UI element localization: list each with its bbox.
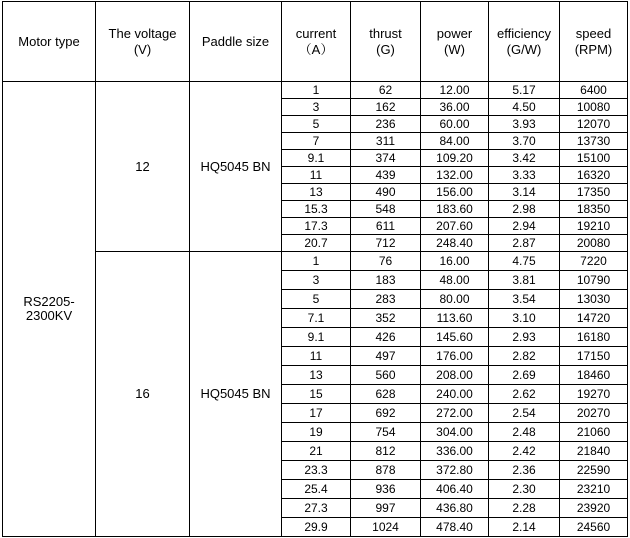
thrust-cell: 183 — [351, 271, 421, 290]
efficiency-cell: 2.87 — [489, 235, 560, 252]
table-header — [3, 2, 628, 82]
table-body — [3, 82, 628, 537]
thrust-cell: 439 — [351, 167, 421, 184]
current-cell: 20.7 — [282, 235, 351, 252]
thrust-cell: 692 — [351, 404, 421, 423]
thrust-cell: 76 — [351, 252, 421, 271]
current-cell: 3 — [282, 271, 351, 290]
current-cell: 15.3 — [282, 201, 351, 218]
thrust-cell: 283 — [351, 290, 421, 309]
thrust-cell: 548 — [351, 201, 421, 218]
power-cell: 183.60 — [421, 201, 489, 218]
table-row — [3, 82, 628, 99]
power-cell: 156.00 — [421, 184, 489, 201]
speed-cell: 17350 — [560, 184, 628, 201]
header-speed: speed (RPM) — [560, 2, 628, 82]
efficiency-cell: 2.28 — [489, 499, 560, 518]
power-cell: 113.60 — [421, 309, 489, 328]
thrust-cell: 426 — [351, 328, 421, 347]
thrust-cell: 497 — [351, 347, 421, 366]
speed-cell: 14720 — [560, 309, 628, 328]
thrust-cell: 311 — [351, 133, 421, 150]
thrust-cell: 812 — [351, 442, 421, 461]
header-paddle-size: Paddle size — [190, 2, 282, 82]
header-thrust: thrust (G) — [351, 2, 421, 82]
power-cell: 478.40 — [421, 518, 489, 537]
speed-cell: 10790 — [560, 271, 628, 290]
current-cell: 9.1 — [282, 328, 351, 347]
speed-cell: 13730 — [560, 133, 628, 150]
speed-cell: 20080 — [560, 235, 628, 252]
speed-cell: 7220 — [560, 252, 628, 271]
motor-type-line: RS2205- — [23, 294, 75, 309]
efficiency-cell: 3.10 — [489, 309, 560, 328]
power-cell: 48.00 — [421, 271, 489, 290]
efficiency-cell: 2.54 — [489, 404, 560, 423]
efficiency-cell: 3.70 — [489, 133, 560, 150]
speed-cell: 16320 — [560, 167, 628, 184]
voltage-cell: 16 — [96, 252, 190, 537]
thrust-cell: 997 — [351, 499, 421, 518]
header-power: power (W) — [421, 2, 489, 82]
current-cell: 1 — [282, 82, 351, 99]
paddle-size-cell: HQ5045 BN — [190, 252, 282, 537]
current-cell: 15 — [282, 385, 351, 404]
power-cell: 208.00 — [421, 366, 489, 385]
speed-cell: 21840 — [560, 442, 628, 461]
power-cell: 132.00 — [421, 167, 489, 184]
power-cell: 436.80 — [421, 499, 489, 518]
power-cell: 248.40 — [421, 235, 489, 252]
efficiency-cell: 3.33 — [489, 167, 560, 184]
current-cell: 17 — [282, 404, 351, 423]
efficiency-cell: 2.48 — [489, 423, 560, 442]
efficiency-cell: 2.36 — [489, 461, 560, 480]
current-cell: 3 — [282, 99, 351, 116]
table-row — [3, 252, 628, 271]
efficiency-cell: 4.75 — [489, 252, 560, 271]
power-cell: 207.60 — [421, 218, 489, 235]
thrust-cell: 712 — [351, 235, 421, 252]
speed-cell: 6400 — [560, 82, 628, 99]
motor-type-line: 2300KV — [25, 308, 73, 323]
thrust-cell: 490 — [351, 184, 421, 201]
speed-cell: 17150 — [560, 347, 628, 366]
current-cell: 5 — [282, 290, 351, 309]
thrust-cell: 878 — [351, 461, 421, 480]
thrust-cell: 352 — [351, 309, 421, 328]
motor-type-cell — [3, 82, 96, 537]
speed-cell: 10080 — [560, 99, 628, 116]
speed-cell: 12070 — [560, 116, 628, 133]
efficiency-cell: 2.93 — [489, 328, 560, 347]
efficiency-cell: 3.93 — [489, 116, 560, 133]
current-cell: 19 — [282, 423, 351, 442]
power-cell: 12.00 — [421, 82, 489, 99]
speed-cell: 13030 — [560, 290, 628, 309]
power-cell: 80.00 — [421, 290, 489, 309]
power-cell: 60.00 — [421, 116, 489, 133]
header-current: current （A） — [282, 2, 351, 82]
efficiency-cell: 3.54 — [489, 290, 560, 309]
header-motor-type: Motor type — [3, 2, 96, 82]
thrust-cell: 374 — [351, 150, 421, 167]
header-voltage: The voltage (V) — [96, 2, 190, 82]
power-cell: 336.00 — [421, 442, 489, 461]
efficiency-cell: 2.62 — [489, 385, 560, 404]
power-cell: 176.00 — [421, 347, 489, 366]
header-efficiency: efficiency (G/W) — [489, 2, 560, 82]
current-cell: 21 — [282, 442, 351, 461]
speed-cell: 19270 — [560, 385, 628, 404]
efficiency-cell: 5.17 — [489, 82, 560, 99]
thrust-cell: 936 — [351, 480, 421, 499]
efficiency-cell: 2.82 — [489, 347, 560, 366]
efficiency-cell: 4.50 — [489, 99, 560, 116]
thrust-cell: 560 — [351, 366, 421, 385]
current-cell: 25.4 — [282, 480, 351, 499]
power-cell: 272.00 — [421, 404, 489, 423]
power-cell: 372.80 — [421, 461, 489, 480]
speed-cell: 20270 — [560, 404, 628, 423]
motor-spec-table — [2, 1, 628, 537]
thrust-cell: 162 — [351, 99, 421, 116]
power-cell: 109.20 — [421, 150, 489, 167]
current-cell: 11 — [282, 347, 351, 366]
efficiency-cell: 2.69 — [489, 366, 560, 385]
voltage-cell: 12 — [96, 82, 190, 252]
current-cell: 1 — [282, 252, 351, 271]
efficiency-cell: 2.14 — [489, 518, 560, 537]
current-cell: 13 — [282, 184, 351, 201]
speed-cell: 15100 — [560, 150, 628, 167]
thrust-cell: 628 — [351, 385, 421, 404]
power-cell: 84.00 — [421, 133, 489, 150]
power-cell: 16.00 — [421, 252, 489, 271]
speed-cell: 18460 — [560, 366, 628, 385]
thrust-cell: 611 — [351, 218, 421, 235]
speed-cell: 18350 — [560, 201, 628, 218]
speed-cell: 23920 — [560, 499, 628, 518]
current-cell: 9.1 — [282, 150, 351, 167]
thrust-cell: 754 — [351, 423, 421, 442]
current-cell: 7 — [282, 133, 351, 150]
efficiency-cell: 2.94 — [489, 218, 560, 235]
current-cell: 13 — [282, 366, 351, 385]
speed-cell: 22590 — [560, 461, 628, 480]
current-cell: 17.3 — [282, 218, 351, 235]
efficiency-cell: 2.98 — [489, 201, 560, 218]
efficiency-cell: 3.42 — [489, 150, 560, 167]
efficiency-cell: 3.81 — [489, 271, 560, 290]
speed-cell: 24560 — [560, 518, 628, 537]
speed-cell: 23210 — [560, 480, 628, 499]
thrust-cell: 236 — [351, 116, 421, 133]
current-cell: 27.3 — [282, 499, 351, 518]
current-cell: 7.1 — [282, 309, 351, 328]
speed-cell: 16180 — [560, 328, 628, 347]
efficiency-cell: 3.14 — [489, 184, 560, 201]
power-cell: 36.00 — [421, 99, 489, 116]
current-cell: 29.9 — [282, 518, 351, 537]
current-cell: 5 — [282, 116, 351, 133]
efficiency-cell: 2.30 — [489, 480, 560, 499]
power-cell: 145.60 — [421, 328, 489, 347]
efficiency-cell: 2.42 — [489, 442, 560, 461]
power-cell: 240.00 — [421, 385, 489, 404]
thrust-cell: 62 — [351, 82, 421, 99]
current-cell: 11 — [282, 167, 351, 184]
thrust-cell: 1024 — [351, 518, 421, 537]
speed-cell: 21060 — [560, 423, 628, 442]
speed-cell: 19210 — [560, 218, 628, 235]
power-cell: 406.40 — [421, 480, 489, 499]
power-cell: 304.00 — [421, 423, 489, 442]
current-cell: 23.3 — [282, 461, 351, 480]
paddle-size-cell: HQ5045 BN — [190, 82, 282, 252]
